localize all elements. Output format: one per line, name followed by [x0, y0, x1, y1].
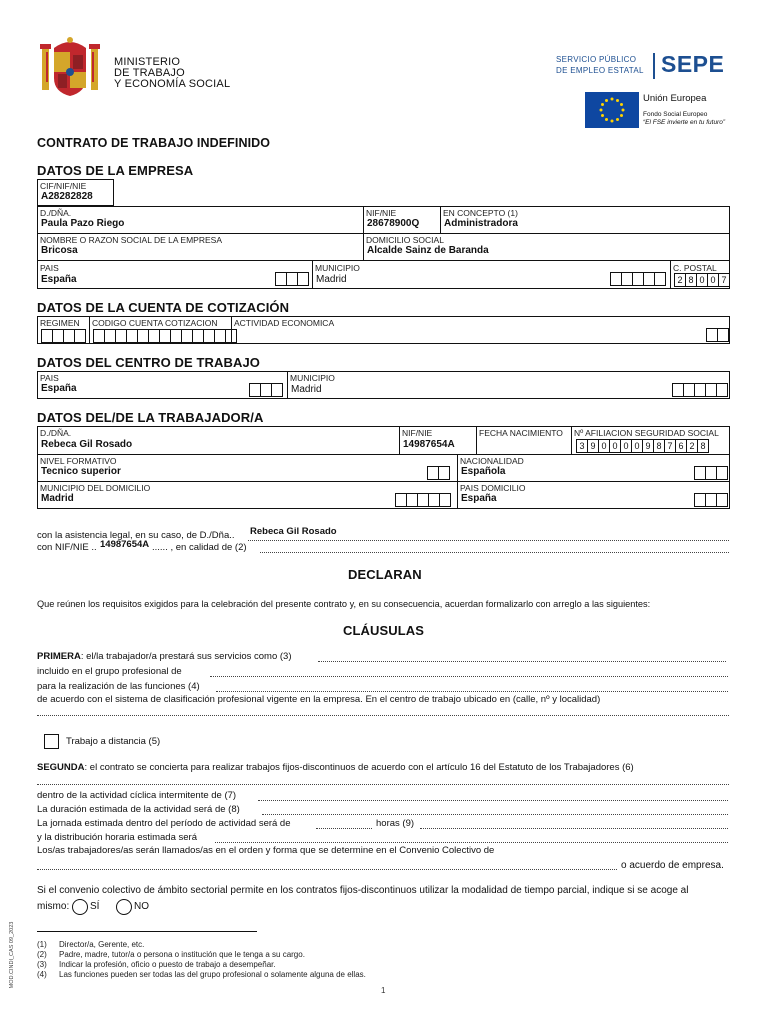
nif-value: 28678900Q — [367, 218, 420, 229]
distribucion-text: y la distribución horaria estimada será — [37, 832, 197, 843]
funciones-text: para la realización de las funciones (4) — [37, 681, 200, 692]
trab-municipio-value: Madrid — [41, 493, 74, 504]
no-label: NO — [134, 901, 149, 912]
sepe-wordmark: SEPE — [661, 51, 725, 77]
nivel-value: Tecnico superior — [41, 466, 121, 477]
trabajador-row-2 — [37, 454, 730, 482]
cotizacion-heading: DATOS DE LA CUENTA DE COTIZACIÓN — [37, 300, 290, 315]
municipio-code-boxes[interactable] — [610, 272, 665, 286]
footnote-2: (2) Padre, madre, tutor/a o persona o institución que le tenga a su cargo. — [37, 950, 305, 959]
segunda-text: : el contrato se concierta para realizar trabajos fijos-discontinuos de acuerdo con el artículo 16 del Estatuto de los Trabajadores (6) — [84, 762, 634, 773]
trabajador-row-1 — [37, 426, 730, 455]
razon-label: NOMBRE O RAZON SOCIAL DE LA EMPRESA — [40, 235, 223, 245]
declaran-heading: DECLARAN — [348, 567, 422, 582]
afiliacion-digit: 7 — [664, 439, 676, 453]
sistema-text: de acuerdo con el sistema de clasificación profesional vigente en la empresa. En el centro de trabajo ubicado en (calle, nº y localidad) — [37, 694, 601, 705]
fecha-label: FECHA NACIMIENTO — [479, 428, 563, 438]
pais-value: España — [41, 274, 77, 285]
dna-value: Paula Pazo Riego — [41, 218, 125, 229]
razon-value: Bricosa — [41, 245, 78, 256]
afiliacion-boxes[interactable] — [576, 439, 708, 453]
afiliacion-digit: 9 — [587, 439, 599, 453]
cpostal-digit: 8 — [685, 273, 697, 287]
empresa-heading: DATOS DE LA EMPRESA — [37, 163, 194, 178]
pais-dom-value: España — [461, 493, 497, 504]
afiliacion-digit: 8 — [697, 439, 709, 453]
actividad-label: ACTIVIDAD ECONOMICA — [234, 318, 335, 328]
calidad-dots[interactable] — [260, 552, 729, 553]
jornada-text-a: La jornada estimada dentro del período de actividad será de — [37, 818, 291, 829]
centro-direccion-dots[interactable] — [37, 715, 729, 716]
primera-line — [37, 651, 291, 663]
cif-box — [37, 179, 114, 206]
empresa-row-1 — [37, 206, 730, 234]
actividad-boxes[interactable] — [706, 328, 728, 342]
nivel-boxes[interactable] — [427, 466, 449, 480]
ministry-line: MINISTERIO — [114, 56, 181, 68]
jornada-dots[interactable] — [420, 828, 728, 829]
page-number: 1 — [381, 986, 386, 995]
segunda-label: SEGUNDA — [37, 762, 85, 773]
domicilio-value: Alcalde Sainz de Baranda — [367, 245, 489, 256]
footnote-4: (4) Las funciones pueden ser todas las del grupo profesional o solamente alguna de ellas. — [37, 970, 366, 979]
afiliacion-digit: 8 — [653, 439, 665, 453]
jornada-horas-dots[interactable] — [316, 828, 372, 829]
grupo-text: incluido en el grupo profesional de — [37, 666, 182, 677]
trab-nif-label: NIF/NIE — [402, 428, 433, 438]
afiliacion-digit: 3 — [576, 439, 588, 453]
trab-municipio-label: MUNICIPIO DEL DOMICILIO — [40, 483, 151, 493]
distancia-label: Trabajo a distancia (5) — [66, 736, 161, 747]
sepe-logo — [556, 51, 736, 81]
doc-title: CONTRATO DE TRABAJO INDEFINIDO — [37, 136, 271, 150]
nacionalidad-boxes[interactable] — [694, 466, 727, 480]
centro-heading: DATOS DEL CENTRO DE TRABAJO — [37, 355, 260, 370]
cpostal-boxes[interactable] — [674, 273, 729, 287]
primera-label: PRIMERA — [37, 651, 81, 662]
municipio-value: Madrid — [316, 274, 347, 285]
pais-dom-label: PAIS DOMICILIO — [460, 483, 526, 493]
empresa-row-2 — [37, 233, 730, 261]
municipio-label: MUNICIPIO — [315, 263, 360, 273]
nif-line-prefix: con NIF/NIE .. — [37, 542, 97, 553]
centro-municipio-label: MUNICIPIO — [290, 373, 335, 383]
afiliacion-digit: 0 — [609, 439, 621, 453]
jornada-text-b: horas (9) — [376, 818, 415, 829]
primera-text: : el/la trabajador/a prestará sus servicios como (3) — [80, 651, 292, 662]
codigo-label: CODIGO CUENTA COTIZACION — [92, 318, 218, 328]
funciones-dots[interactable] — [216, 691, 728, 692]
trab-nif-value: 14987654A — [403, 439, 455, 450]
nacionalidad-value: Española — [461, 466, 506, 477]
distancia-checkbox[interactable] — [44, 734, 59, 749]
segunda-dots[interactable] — [37, 784, 729, 785]
nif-line-suffix: ...... , en calidad de (2) — [152, 542, 247, 553]
grupo-dots[interactable] — [210, 676, 728, 677]
concepto-value: Administradora — [444, 218, 518, 229]
ministry-line: Y ECONOMÍA SOCIAL — [114, 78, 231, 90]
pais-label: PAIS — [40, 263, 59, 273]
empresa-row-3 — [37, 260, 730, 289]
ciclica-dots[interactable] — [258, 800, 728, 801]
distribucion-dots[interactable] — [215, 842, 728, 843]
convenio-question-1: Si el convenio colectivo de ámbito sectorial permite en los contratos fijos-discontinuos utilizar la modalidad de tiempo parcial, indique si se acoge al — [37, 885, 689, 896]
centro-municipio-value: Madrid — [291, 384, 322, 395]
afiliacion-label: Nº AFILIACION SEGURIDAD SOCIAL — [574, 428, 719, 438]
asistencia-value: Rebeca Gil Rosado — [250, 526, 337, 537]
cpostal-label: C. POSTAL — [673, 263, 717, 273]
regimen-label: REGIMEN — [40, 318, 80, 328]
centro-row — [37, 371, 730, 399]
footnote-1: (1) Director/a, Gerente, etc. — [37, 940, 145, 949]
duracion-text: La duración estimada de la actividad será de (8) — [37, 804, 240, 815]
concepto-label: EN CONCEPTO (1) — [443, 208, 518, 218]
segunda-line — [37, 762, 634, 774]
cpostal-digit: 2 — [674, 273, 686, 287]
cpostal-digit: 7 — [718, 273, 730, 287]
profesion-dots[interactable] — [318, 661, 726, 662]
pais-code-boxes[interactable] — [275, 272, 308, 286]
centro-pais-value: España — [41, 383, 77, 394]
clausulas-heading: CLÁUSULAS — [343, 623, 425, 638]
side-code: MOD.CINDI_CAS 09_2023 — [9, 921, 15, 989]
ministry-line: DE TRABAJO — [114, 67, 185, 79]
sepe-line1: SERVICIO PÚBLICO — [556, 55, 637, 64]
afiliacion-digit: 0 — [598, 439, 610, 453]
centro-pais-label: PAIS — [40, 373, 59, 383]
domicilio-label: DOMICILIO SOCIAL — [366, 235, 444, 245]
nacionalidad-label: NACIONALIDAD — [460, 456, 524, 466]
footnote-3: (3) Indicar la profesión, oficio o puesto de trabajo a desempeñar. — [37, 960, 276, 969]
trabajador-row-3 — [37, 481, 730, 509]
ministry-name — [114, 57, 230, 90]
centro-municipio-boxes[interactable] — [672, 383, 727, 397]
trab-dna-value: Rebeca Gil Rosado — [41, 439, 133, 450]
afiliacion-digit: 0 — [620, 439, 632, 453]
eu-title: Unión Europea — [643, 93, 707, 104]
asistencia-dots[interactable] — [248, 540, 729, 541]
si-label: SÍ — [90, 901, 100, 912]
declaran-text: Que reúnen los requisitos exigidos para la celebración del presente contrato y, en su consecuencia, acuerdan formalizarlo con arreglo a las siguientes: — [37, 599, 651, 609]
afiliacion-digit: 6 — [675, 439, 687, 453]
sepe-line2: DE EMPLEO ESTATAL — [556, 66, 644, 75]
cotizacion-row — [37, 316, 730, 344]
si-radio[interactable] — [72, 899, 88, 915]
duracion-dots[interactable] — [262, 814, 728, 815]
cpostal-digit: 0 — [707, 273, 719, 287]
centro-pais-boxes[interactable] — [249, 383, 282, 397]
cpostal-digit: 0 — [696, 273, 708, 287]
convenio-question-2: mismo: — [37, 901, 70, 912]
acuerdo-text: o acuerdo de empresa. — [621, 860, 724, 871]
asistencia-prefix: con la asistencia legal, en su caso, de D./Dña.. — [37, 530, 235, 541]
footnote-divider — [37, 931, 257, 932]
sepe-divider — [653, 53, 655, 79]
ciclica-text: dentro de la actividad cíclica intermitente de (7) — [37, 790, 237, 801]
eu-fund: Fondo Social Europeo — [643, 111, 708, 118]
trab-municipio-boxes[interactable] — [395, 493, 450, 507]
trabajador-heading: DATOS DEL/DE LA TRABAJADOR/A — [37, 410, 264, 425]
convenio-dots[interactable] — [37, 869, 617, 870]
cif-value: A28282828 — [41, 191, 93, 202]
trab-dna-label: D./DÑA. — [40, 428, 72, 438]
codigo-boxes[interactable] — [93, 329, 236, 343]
eu-flag — [585, 92, 639, 128]
spain-coat-of-arms — [40, 34, 100, 100]
nivel-label: NIVEL FORMATIVO — [40, 456, 117, 466]
llamados-text: Los/as trabajadores/as serán llamados/as en el orden y forma que se determine en el Convenio Colectivo de — [37, 845, 495, 856]
cif-label: CIF/NIF/NIE — [40, 181, 87, 191]
dna-label: D./DÑA. — [40, 208, 72, 218]
nif-line-value: 14987654A — [100, 539, 150, 550]
eu-slogan: “El FSE invierte en tu futuro” — [643, 119, 726, 126]
afiliacion-digit: 2 — [686, 439, 698, 453]
pais-dom-boxes[interactable] — [694, 493, 727, 507]
no-radio[interactable] — [116, 899, 132, 915]
nif-label: NIF/NIE — [366, 208, 397, 218]
regimen-boxes[interactable] — [41, 329, 85, 343]
afiliacion-digit: 0 — [631, 439, 643, 453]
afiliacion-digit: 9 — [642, 439, 654, 453]
